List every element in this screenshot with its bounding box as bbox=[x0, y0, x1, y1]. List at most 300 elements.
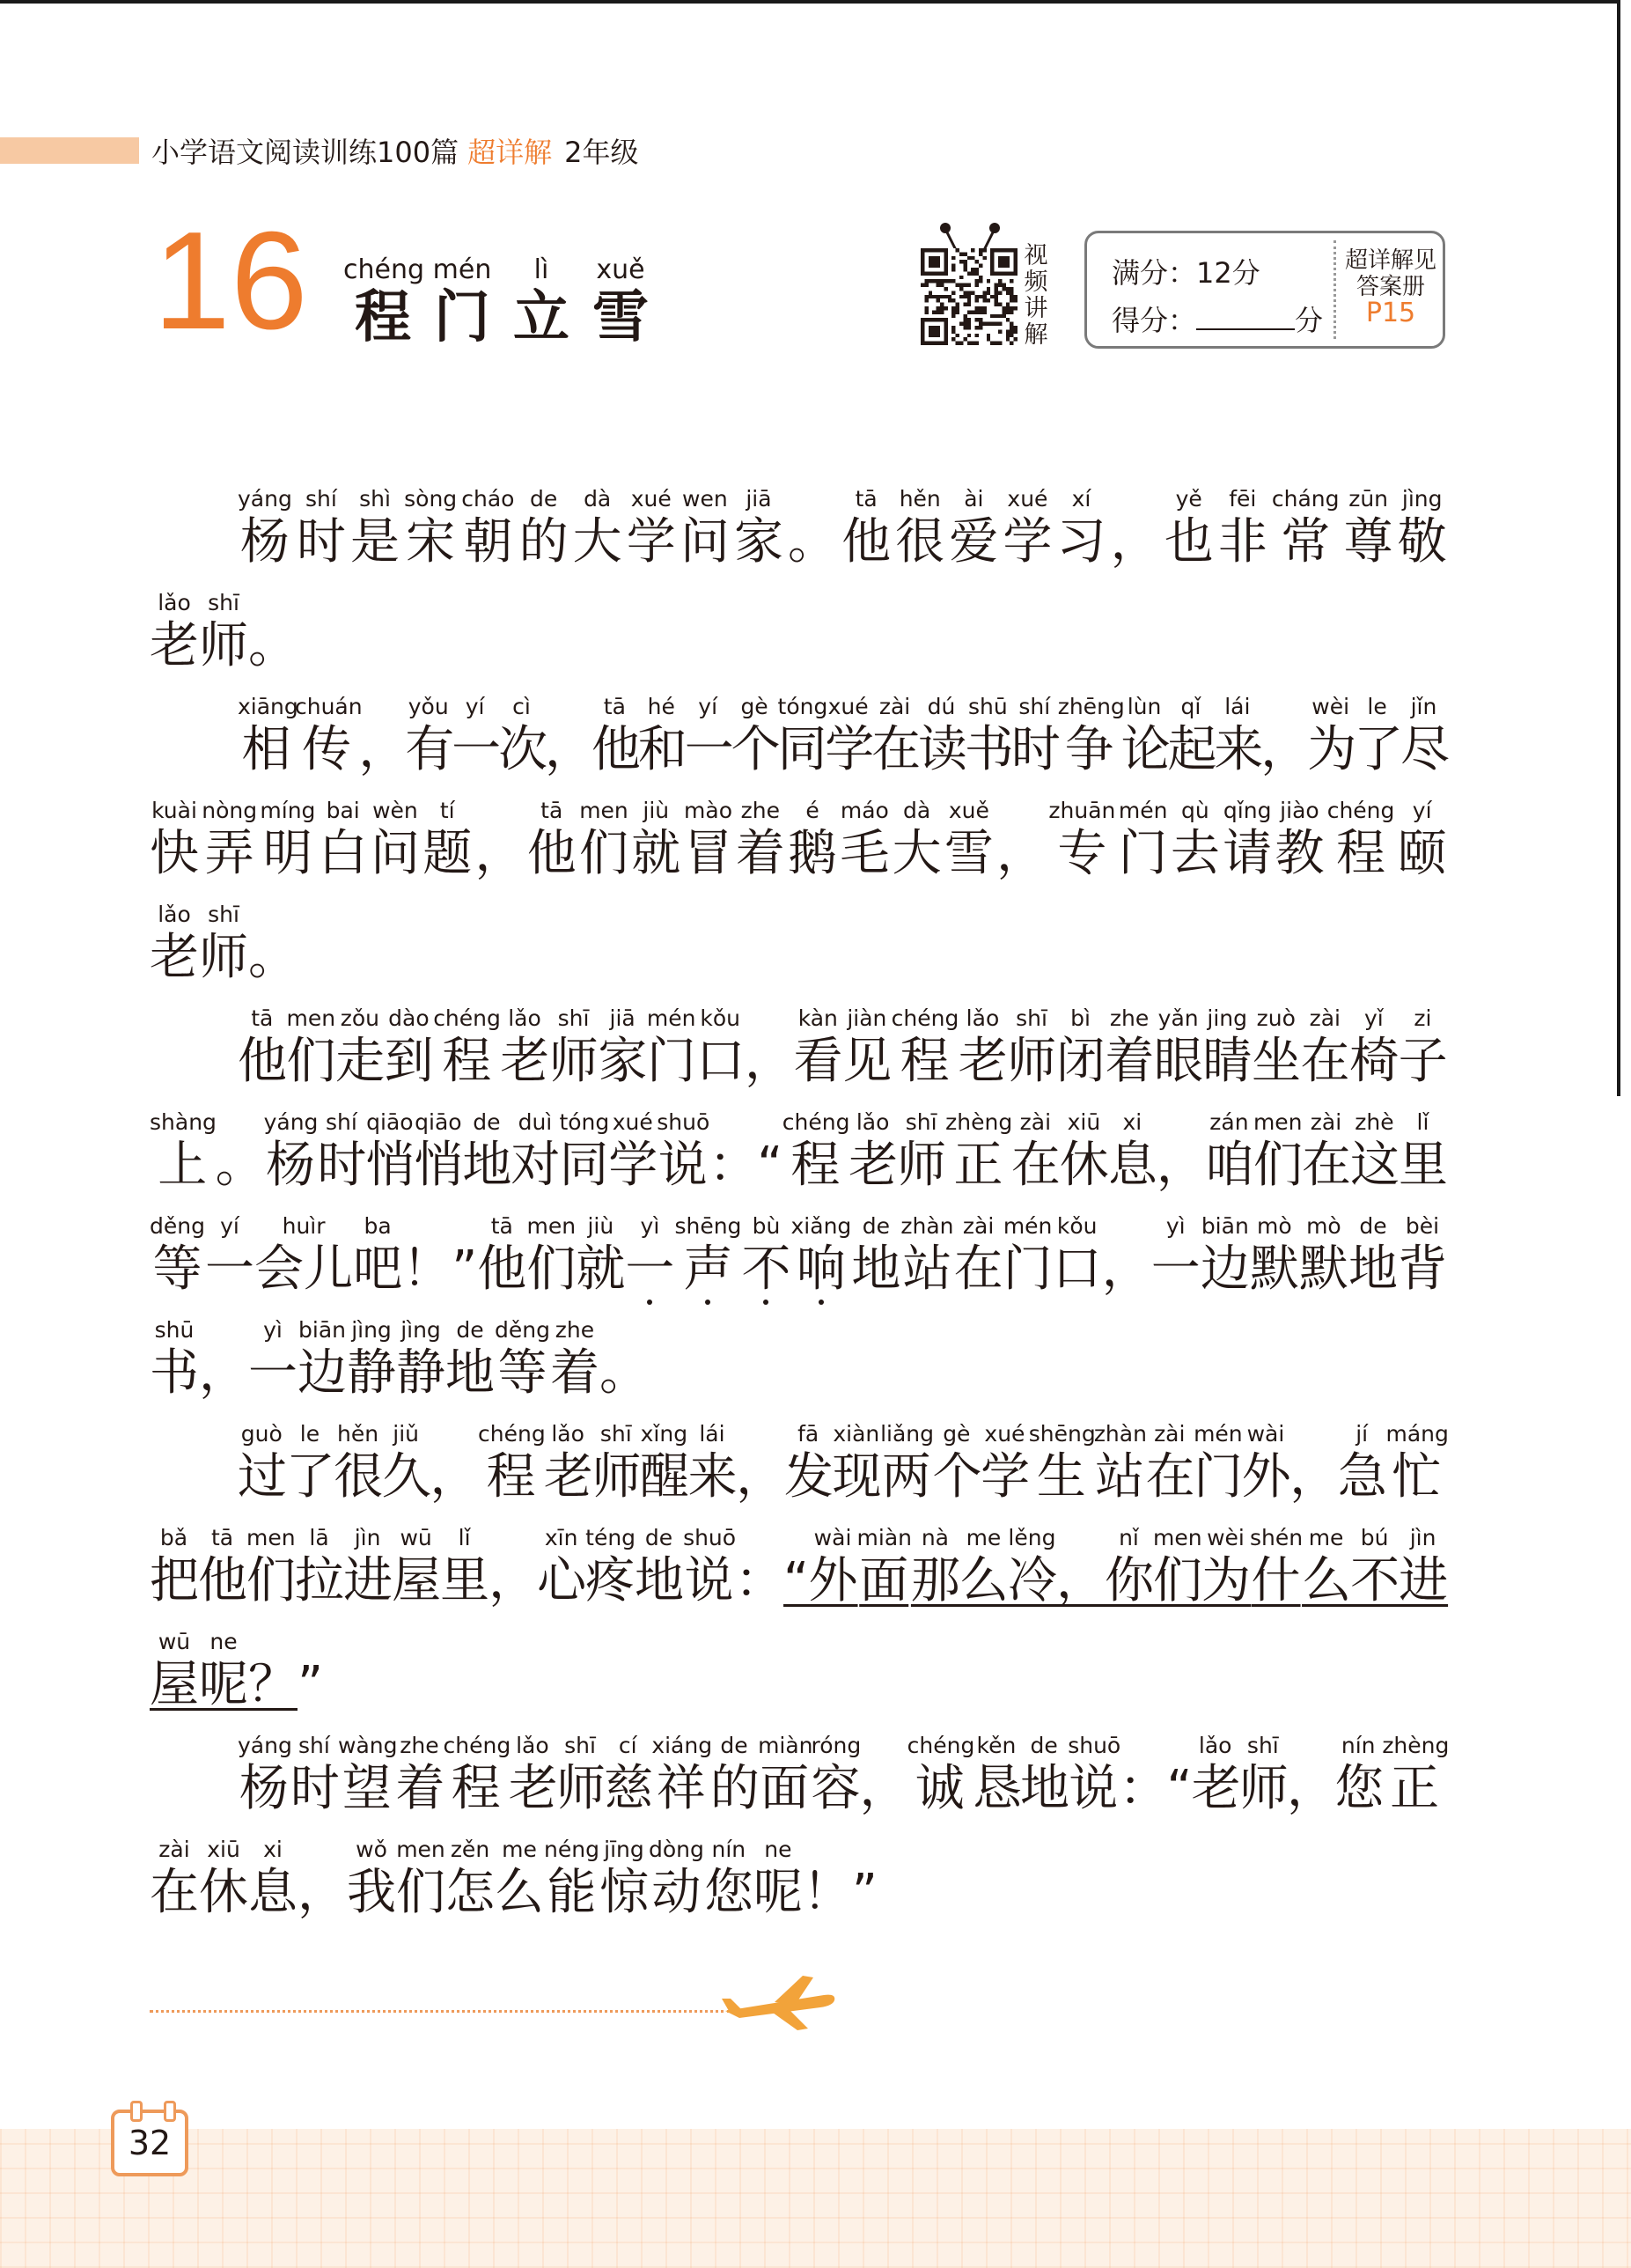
passage-char bbox=[933, 1421, 981, 1507]
hanzi: 呢 bbox=[199, 1656, 248, 1713]
passage-char bbox=[1260, 694, 1311, 780]
passage-char bbox=[753, 1837, 803, 1923]
passage-char bbox=[954, 1213, 1003, 1300]
hanzi: 习 bbox=[1056, 513, 1106, 571]
calendar-ring-icon bbox=[164, 2101, 176, 2122]
pinyin: zhèng bbox=[945, 1109, 1013, 1135]
title-pinyin: mén bbox=[432, 254, 492, 285]
pinyin: chuán bbox=[294, 694, 363, 719]
hanzi: ” bbox=[298, 1656, 324, 1713]
hanzi: 雪 bbox=[944, 825, 994, 882]
qr-code-icon[interactable] bbox=[921, 248, 1018, 345]
passage-char bbox=[604, 1733, 654, 1819]
passage-char bbox=[260, 798, 315, 884]
hanzi: 在 bbox=[1300, 1033, 1350, 1090]
passage-char bbox=[1214, 694, 1264, 780]
pinyin: chéng bbox=[891, 1005, 959, 1031]
hanzi: 地 bbox=[1348, 1241, 1398, 1298]
passage-char bbox=[150, 798, 199, 884]
pinyin bbox=[452, 1213, 477, 1240]
pinyin: shī bbox=[1016, 1005, 1047, 1031]
hanzi: 书 bbox=[150, 1344, 199, 1402]
pinyin: shī bbox=[208, 902, 239, 927]
pinyin: xiū bbox=[1067, 1109, 1101, 1135]
hanzi: 屋 bbox=[150, 1656, 199, 1713]
pinyin: lǎo bbox=[516, 1733, 549, 1758]
pinyin: zǒu bbox=[340, 1005, 379, 1031]
hanzi: 忙 bbox=[1392, 1448, 1442, 1506]
passage-char bbox=[317, 1109, 365, 1196]
pinyin bbox=[859, 1733, 907, 1759]
passage-char bbox=[945, 1109, 1011, 1196]
passage-char bbox=[246, 1525, 295, 1611]
passage-char bbox=[1003, 1213, 1053, 1300]
hanzi: 时 bbox=[317, 1137, 367, 1194]
hanzi: 老 bbox=[150, 929, 199, 986]
passage-char bbox=[973, 1733, 1020, 1819]
passage-char bbox=[478, 1421, 544, 1507]
hanzi: 正 bbox=[953, 1137, 1003, 1194]
passage-char bbox=[1057, 486, 1106, 572]
passage-char bbox=[832, 1421, 880, 1507]
passage-char bbox=[735, 1525, 783, 1611]
pinyin: zhuān bbox=[1048, 798, 1116, 823]
passage-char bbox=[452, 694, 502, 780]
answer-reference bbox=[1339, 247, 1443, 327]
hanzi: ， bbox=[298, 1864, 347, 1921]
pinyin: máng bbox=[1385, 1421, 1449, 1447]
pinyin: shuō bbox=[1068, 1733, 1121, 1758]
passage-char bbox=[684, 798, 733, 884]
hanzi: 生 bbox=[1036, 1448, 1086, 1506]
pinyin: me bbox=[966, 1525, 1002, 1550]
pinyin: xǐng bbox=[640, 1421, 688, 1447]
pinyin: zhè bbox=[1355, 1109, 1394, 1135]
pinyin: mén bbox=[1118, 798, 1168, 823]
pinyin: lǎo bbox=[158, 590, 191, 615]
hanzi: 程 bbox=[486, 1448, 536, 1506]
hanzi: 吧 bbox=[353, 1241, 403, 1298]
pinyin: de bbox=[862, 1213, 890, 1239]
hanzi: 门 bbox=[1194, 1448, 1244, 1506]
header-accent-stripe bbox=[0, 137, 139, 164]
passage-char bbox=[248, 1629, 298, 1715]
title-hanzi: 程 bbox=[355, 285, 411, 350]
passage-char bbox=[788, 798, 837, 884]
pinyin: lái bbox=[699, 1421, 725, 1447]
score-blank[interactable] bbox=[1196, 304, 1295, 330]
passage-char bbox=[1151, 1213, 1201, 1300]
hanzi: 望 bbox=[342, 1760, 392, 1817]
hanzi: 学 bbox=[825, 721, 875, 778]
pinyin: dào bbox=[388, 1005, 430, 1031]
passage-char bbox=[1056, 1005, 1106, 1092]
passage-char bbox=[1350, 1525, 1399, 1611]
pinyin: zhàn bbox=[900, 1213, 954, 1239]
passage-char bbox=[248, 902, 298, 988]
passage-char bbox=[649, 1837, 704, 1923]
pinyin: zūn bbox=[1348, 486, 1389, 512]
hanzi: 冒 bbox=[683, 825, 733, 882]
passage-char bbox=[782, 1109, 849, 1196]
passage-char bbox=[254, 1213, 353, 1300]
pinyin: jìng bbox=[351, 1317, 392, 1343]
hanzi: 那 bbox=[910, 1552, 960, 1609]
pinyin bbox=[248, 902, 298, 928]
pinyin: biān bbox=[298, 1317, 346, 1343]
hanzi: 专 bbox=[1057, 825, 1107, 882]
footer-band bbox=[0, 2129, 1631, 2268]
pinyin: nà bbox=[921, 1525, 949, 1550]
hanzi: 静 bbox=[347, 1344, 396, 1402]
hanzi: 和 bbox=[637, 721, 687, 778]
hanzi: 宋 bbox=[406, 513, 456, 571]
passage-char bbox=[1250, 1525, 1302, 1611]
pinyin: liǎng bbox=[880, 1421, 935, 1447]
passage-char bbox=[1120, 694, 1171, 780]
passage-char bbox=[803, 1837, 852, 1923]
hanzi: 容 bbox=[811, 1760, 861, 1817]
pinyin: jiā bbox=[746, 486, 772, 512]
hanzi: 悄 bbox=[414, 1137, 464, 1194]
title-pinyin: lì bbox=[533, 254, 549, 285]
score-divider bbox=[1333, 240, 1336, 339]
hanzi: 老 bbox=[1191, 1760, 1241, 1817]
pinyin: lǐ bbox=[458, 1525, 471, 1550]
hanzi: 家 bbox=[733, 513, 783, 571]
pinyin: de bbox=[720, 1733, 748, 1758]
passage-char bbox=[338, 1733, 398, 1819]
hanzi: 们 bbox=[579, 825, 628, 882]
pinyin: wèn bbox=[372, 798, 418, 823]
pinyin bbox=[248, 590, 298, 616]
pinyin: de bbox=[644, 1525, 673, 1550]
passage-char bbox=[1056, 1525, 1105, 1611]
hanzi: ！ bbox=[802, 1864, 852, 1921]
pinyin: zhe bbox=[400, 1733, 439, 1758]
pinyin: kǒu bbox=[700, 1005, 741, 1031]
hanzi: ， bbox=[1110, 513, 1160, 571]
passage-char bbox=[640, 1421, 688, 1507]
passage-char bbox=[216, 1109, 264, 1196]
hanzi: 的 bbox=[518, 513, 569, 571]
pinyin: chéng bbox=[443, 1733, 511, 1758]
qr-caption-char: 解 bbox=[1024, 321, 1048, 349]
pinyin: shí bbox=[305, 486, 337, 512]
score-box bbox=[1084, 231, 1445, 349]
pinyin: shuō bbox=[683, 1525, 737, 1550]
passage-char bbox=[1242, 1421, 1290, 1507]
passage-char bbox=[1223, 798, 1272, 884]
book-series: 小学语文阅读训练100篇 bbox=[151, 136, 459, 169]
hanzi: 动 bbox=[651, 1864, 702, 1921]
passage-char bbox=[199, 1629, 248, 1715]
pinyin: wǒ bbox=[356, 1837, 387, 1862]
pinyin: jiā bbox=[609, 1005, 636, 1031]
hanzi: 闭 bbox=[1055, 1033, 1106, 1090]
pinyin bbox=[745, 1005, 794, 1032]
hanzi: 声 bbox=[674, 1240, 741, 1300]
hanzi: 个 bbox=[932, 1448, 982, 1506]
pinyin bbox=[545, 694, 591, 720]
hanzi: 他 bbox=[477, 1241, 527, 1298]
passage-char bbox=[150, 1837, 199, 1923]
passage-char bbox=[635, 1525, 683, 1611]
pinyin: yáng bbox=[238, 1733, 292, 1758]
passage-line bbox=[150, 1826, 878, 1923]
hanzi: 息 bbox=[248, 1864, 298, 1921]
passage-char bbox=[294, 694, 363, 780]
pinyin: zài bbox=[1310, 1109, 1342, 1135]
pinyin: miàn bbox=[856, 1525, 913, 1550]
passage-char bbox=[757, 1109, 782, 1196]
passage-char bbox=[445, 1837, 495, 1923]
hanzi: 起 bbox=[1167, 721, 1217, 778]
pinyin: tóng bbox=[559, 1109, 610, 1135]
passage-char bbox=[599, 1837, 649, 1923]
passage-char bbox=[907, 1733, 973, 1819]
pinyin bbox=[402, 1213, 452, 1240]
passage-char bbox=[440, 1525, 489, 1611]
pinyin: zi bbox=[1414, 1005, 1432, 1031]
hanzi: 什 bbox=[1251, 1552, 1301, 1609]
pinyin: chéng bbox=[1326, 798, 1395, 823]
hanzi: 久 bbox=[381, 1448, 431, 1506]
hanzi: ， bbox=[474, 825, 525, 882]
pinyin: ne bbox=[209, 1629, 238, 1654]
pinyin bbox=[1111, 486, 1160, 512]
passage-char bbox=[474, 798, 524, 884]
hanzi: 着 bbox=[1105, 1033, 1155, 1090]
passage-char bbox=[150, 1629, 199, 1715]
passage-char bbox=[1164, 486, 1214, 572]
passage-char bbox=[1354, 694, 1404, 780]
passage-char bbox=[1399, 1005, 1448, 1092]
pinyin: kěn bbox=[976, 1733, 1017, 1758]
hanzi: 边 bbox=[298, 1344, 347, 1402]
hanzi: 学 bbox=[608, 1137, 658, 1194]
pinyin: shī bbox=[564, 1733, 596, 1758]
passage-char bbox=[688, 1421, 737, 1507]
passage-char bbox=[1275, 798, 1324, 884]
pinyin: guò bbox=[240, 1421, 283, 1447]
passage-char bbox=[550, 1317, 599, 1403]
hanzi: 休 bbox=[199, 1864, 248, 1921]
answer-ref-line1: 超详解见 bbox=[1344, 247, 1436, 274]
hanzi: 很 bbox=[895, 513, 945, 571]
hanzi: 地 bbox=[851, 1241, 901, 1298]
pinyin: hé bbox=[647, 694, 675, 719]
hanzi: 。 bbox=[599, 1344, 649, 1402]
hanzi: 程 bbox=[790, 1137, 841, 1194]
passage-char bbox=[202, 798, 257, 884]
hanzi: 默 bbox=[1249, 1241, 1299, 1298]
pinyin bbox=[1287, 1733, 1334, 1759]
pinyin: lùn bbox=[1127, 694, 1162, 719]
hanzi: 老 bbox=[543, 1448, 593, 1506]
pinyin: xi bbox=[263, 1837, 283, 1862]
full-score: 满分：12分 bbox=[1112, 256, 1260, 290]
hanzi: 诚 bbox=[915, 1760, 965, 1817]
pinyin: men bbox=[1253, 1109, 1303, 1135]
pinyin: gè bbox=[943, 1421, 971, 1447]
passage-char bbox=[1119, 798, 1168, 884]
pinyin: bù bbox=[752, 1213, 781, 1239]
hanzi: 。 bbox=[248, 617, 298, 674]
pinyin: kǒu bbox=[1056, 1213, 1098, 1239]
hanzi: “ bbox=[757, 1137, 783, 1194]
qr-caption-char: 频 bbox=[1024, 269, 1048, 296]
pinyin: shū bbox=[154, 1317, 195, 1343]
hanzi: 现 bbox=[832, 1448, 882, 1506]
passage-char bbox=[1105, 1525, 1153, 1611]
hanzi: 椅 bbox=[1349, 1033, 1400, 1090]
passage-char bbox=[576, 1213, 625, 1300]
passage-char bbox=[871, 694, 922, 780]
pinyin: shī bbox=[905, 1109, 937, 1135]
hanzi: 时 bbox=[1010, 721, 1061, 778]
hanzi: 敬 bbox=[1397, 513, 1447, 571]
passage-char bbox=[852, 1837, 878, 1923]
passage-char bbox=[893, 798, 942, 884]
passage-char bbox=[238, 1421, 286, 1507]
pinyin: jìn bbox=[1409, 1525, 1436, 1550]
hanzi: 他 bbox=[526, 825, 577, 882]
score-row bbox=[1112, 298, 1323, 339]
answer-page: P15 bbox=[1365, 298, 1416, 328]
passage-char bbox=[358, 694, 408, 780]
passage-char bbox=[812, 1733, 860, 1819]
passage-char bbox=[544, 1421, 592, 1507]
hanzi: 问 bbox=[370, 825, 420, 882]
passage-char bbox=[205, 1213, 254, 1300]
passage-char bbox=[509, 1733, 556, 1819]
pinyin: zài bbox=[1019, 1109, 1052, 1135]
hanzi: 里 bbox=[440, 1552, 490, 1609]
passage-char bbox=[150, 1525, 198, 1611]
hanzi: 口 bbox=[1052, 1241, 1102, 1298]
pinyin: jǐn bbox=[1410, 694, 1437, 719]
hanzi: 这 bbox=[1349, 1137, 1400, 1194]
hanzi: 很 bbox=[334, 1448, 384, 1506]
hanzi: 说 bbox=[1069, 1760, 1119, 1817]
pinyin bbox=[757, 1109, 782, 1136]
hanzi: 么 bbox=[959, 1552, 1009, 1609]
hanzi: 老 bbox=[958, 1033, 1008, 1090]
passage-char bbox=[1010, 694, 1061, 780]
passage-line bbox=[238, 1722, 1450, 1819]
hanzi: 过 bbox=[238, 1448, 287, 1506]
pinyin bbox=[1119, 1733, 1166, 1759]
hanzi: ， bbox=[489, 1552, 539, 1609]
pinyin: mén bbox=[1003, 1213, 1053, 1239]
passage-char bbox=[537, 1525, 585, 1611]
passage-char bbox=[1239, 1733, 1287, 1819]
pinyin: jìng bbox=[400, 1317, 441, 1343]
pinyin: de bbox=[1030, 1733, 1058, 1758]
passage-char bbox=[150, 1213, 205, 1300]
pinyin: tā bbox=[251, 1005, 274, 1031]
passage-char bbox=[405, 694, 455, 780]
passage-char bbox=[444, 1733, 509, 1819]
pinyin: bǎ bbox=[159, 1525, 188, 1550]
passage-char bbox=[1105, 1005, 1154, 1092]
hanzi: 看 bbox=[793, 1033, 843, 1090]
passage-char bbox=[495, 1837, 544, 1923]
pinyin: dú bbox=[927, 694, 956, 719]
passage-char bbox=[736, 1421, 784, 1507]
passage-char bbox=[625, 1213, 674, 1300]
hanzi: 他 bbox=[238, 1033, 287, 1090]
passage-char bbox=[1194, 1421, 1242, 1507]
pinyin bbox=[709, 1109, 757, 1136]
passage-char bbox=[734, 486, 783, 572]
passage-char bbox=[680, 486, 730, 572]
pinyin: shī bbox=[208, 590, 239, 615]
pinyin: máo bbox=[840, 798, 889, 823]
passage-line bbox=[150, 891, 298, 988]
pinyin: men bbox=[526, 1213, 577, 1239]
score-label: 得分： bbox=[1112, 304, 1197, 337]
passage-char bbox=[1301, 1005, 1350, 1092]
passage-char bbox=[791, 1213, 852, 1300]
pinyin: zhe bbox=[740, 798, 780, 823]
pinyin bbox=[1102, 1213, 1151, 1240]
hanzi: 面 bbox=[760, 1760, 810, 1817]
pinyin: xué bbox=[1007, 486, 1048, 512]
hanzi: 说 bbox=[684, 1552, 734, 1609]
pinyin: me bbox=[502, 1837, 537, 1862]
hanzi: 为 bbox=[1307, 721, 1357, 778]
pinyin bbox=[788, 486, 837, 512]
passage-char bbox=[495, 1317, 550, 1403]
pinyin: qiāo bbox=[366, 1109, 414, 1135]
hanzi: 屋 bbox=[392, 1552, 442, 1609]
hanzi: 在 bbox=[1145, 1448, 1195, 1506]
hanzi: 他 bbox=[841, 513, 892, 571]
pinyin: xiàn bbox=[833, 1421, 880, 1447]
pinyin: lǎo bbox=[966, 1005, 1000, 1031]
passage-char bbox=[684, 694, 734, 780]
passage-char bbox=[573, 486, 622, 572]
passage-char bbox=[1108, 1109, 1157, 1196]
pinyin: huìr bbox=[282, 1213, 326, 1239]
title-hanzi: 门 bbox=[434, 285, 490, 350]
pinyin: jiǔ bbox=[393, 1421, 419, 1447]
passage-char bbox=[608, 1109, 657, 1196]
passage-char bbox=[731, 694, 781, 780]
hanzi: 一 bbox=[205, 1241, 255, 1298]
pinyin: de bbox=[529, 486, 558, 512]
pinyin: zài bbox=[962, 1213, 995, 1239]
hanzi: 站 bbox=[902, 1241, 952, 1298]
pinyin: tí bbox=[439, 798, 455, 823]
passage-char bbox=[248, 1317, 298, 1403]
lesson-number: 16 bbox=[153, 203, 308, 358]
hanzi: ” bbox=[851, 1864, 878, 1921]
passage-char bbox=[788, 486, 837, 572]
pinyin: yí bbox=[220, 1213, 239, 1239]
pinyin: dòng bbox=[648, 1837, 704, 1862]
passage-char bbox=[198, 1525, 246, 1611]
pinyin: bèi bbox=[1405, 1213, 1440, 1239]
hanzi: 是 bbox=[350, 513, 400, 571]
hanzi: 程 bbox=[451, 1760, 501, 1817]
passage-line bbox=[150, 1203, 1447, 1300]
hanzi: ： bbox=[735, 1552, 785, 1609]
hanzi: 学 bbox=[626, 513, 676, 571]
pinyin: yě bbox=[1175, 486, 1202, 512]
